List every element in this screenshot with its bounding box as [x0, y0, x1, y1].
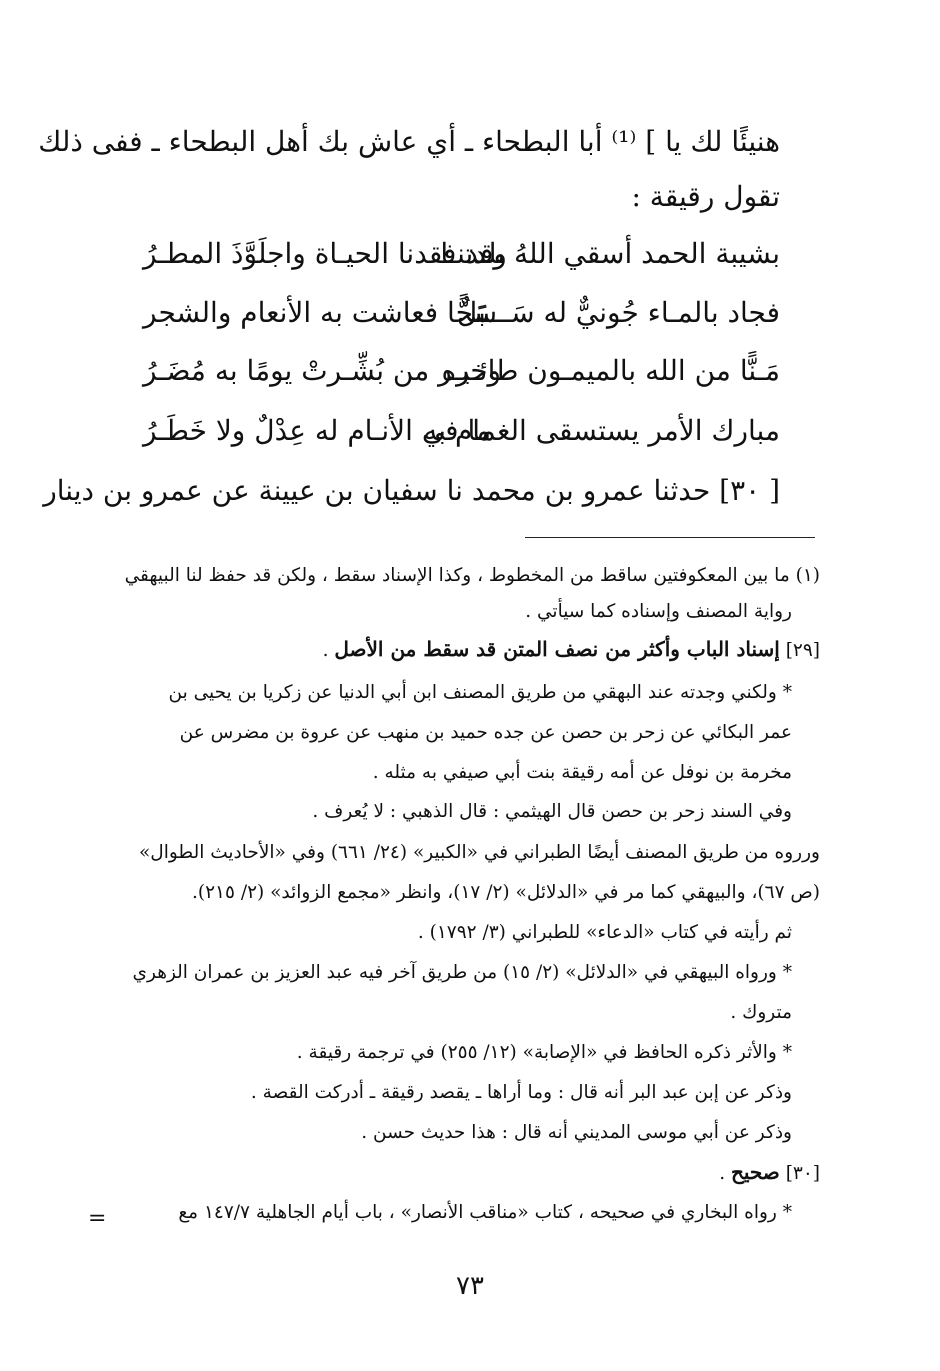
note-29-number: [٢٩] — [785, 640, 820, 661]
verse-4-second-hemistich: ما في الأنـام له عِدْلٌ ولا خَطَـرُ — [143, 414, 491, 447]
note-29-line-7: ثم رأيته في كتاب «الدعاء» للطبراني (٣/ ١٧٩٢) . — [417, 922, 792, 943]
note-29-line-6: (ص ٦٧)، والبيهقي كما مر في «الدلائل» (٢/ ١٧)، وانظر «مجمع الزوائد» (٢/ ٢١٥). — [192, 882, 820, 903]
verse-2-second-hemistich: سَحًّا فعاشت به الأنعام والشجر — [143, 296, 498, 329]
footnote-1-line-2: رواية المصنف وإسناده كما سيأتي . — [525, 601, 792, 622]
note-29-line-11: وذكر عن إبن عبد البر أنه قال : وما أراها ـ يقصد رقيقة ـ أدركت القصة . — [250, 1082, 792, 1103]
note-30-title: صحيح — [730, 1160, 780, 1184]
note-29-line-1: * ولكني وجدته عند البهقي من طريق المصنف ابن أبي الدنيا عن زكريا بن يحيى بن — [168, 682, 792, 703]
main-line-2: تقول رقيقة : — [631, 180, 780, 213]
note-29-period: . — [322, 640, 335, 661]
note-29-line-3: مخرمة بن نوفل عن أمه رقيقة بنت أبي صيفي به مثله . — [372, 762, 792, 783]
note-29-line-2: عمر البكائي عن زحر بن حصن عن جده حميد بن منهب عن عروة بن مضرس عن — [179, 722, 792, 743]
footnote-separator — [525, 537, 815, 538]
note-29-line-4: وفي السند زحر بن حصن قال الهيثمي : قال الذهبي : لا يُعرف . — [312, 801, 792, 822]
page-number: ٧٣ — [456, 1271, 484, 1301]
note-30-line-1: * رواه البخاري في صحيحه ، كتاب «مناقب الأنصار» ، باب أيام الجاهلية ١٤٧/٧ مع — [178, 1202, 792, 1223]
note-29-line-10: * والأثر ذكره الحافظ في «الإصابة» (١٢/ ٢٥٥) في ترجمة رقيقة . — [296, 1042, 792, 1063]
note-30-period: . — [719, 1163, 731, 1184]
verse-3-first-hemistich: مَـنًّا من الله بالميمـون طائـره — [441, 354, 780, 387]
note-29-title: إسناد الباب وأكثر من نصف المتن قد سقط من الأصل — [334, 637, 780, 661]
note-30-heading — [719, 1160, 820, 1184]
verse-2-first-hemistich: فجاد بالمـاء جُونيٌّ له سَـــبَلٌ — [456, 296, 780, 329]
verse-1-first-hemistich: بشيبة الحمد أسقي اللهُ بلدتنـا — [440, 237, 780, 270]
note-29-line-5: ورروه من طريق المصنف أيضًا الطبراني في «الكبير» (٢٤/ ٦٦١) وفي «الأحاديث الطوال» — [138, 842, 820, 863]
continuation-mark: = — [88, 1206, 107, 1231]
main-line-1: هنيئًا لك يا ] ⁽¹⁾ أبا البطحاء ـ أي عاش بك أهل البطحاء ـ ففى ذلك — [38, 125, 780, 158]
verse-3-second-hemistich: وخيـر من بُشِّـرتْ يومًا به مُضَـرُ — [143, 354, 502, 387]
note-29-line-8: * ورواه البيهقي في «الدلائل» (٢/ ١٥) من طريق آخر فيه عبد العزيز بن عمران الزهري — [132, 962, 792, 983]
note-29-heading — [323, 637, 820, 661]
verse-4-first-hemistich: مبارك الأمر يستسقى الغمام به — [423, 414, 780, 447]
verse-1-second-hemistich: وقد فقدنا الحيـاة واجلَوَّذَ المطـرُ — [143, 237, 507, 270]
note-29-line-9: متروك . — [730, 1002, 792, 1023]
note-30-number: [٣٠] — [785, 1163, 820, 1184]
note-29-line-12: وذكر عن أبي موسى المديني أنه قال : هذا حديث حسن . — [361, 1122, 792, 1143]
footnote-1-line-1: (١) ما بين المعكوفتين ساقط من المخطوط ، وكذا الإسناد سقط ، ولكن قد حفظ لنا البيهقي — [124, 565, 820, 586]
hadith-30-chain: [ ٣٠] حدثنا عمرو بن محمد نا سفيان بن عيينة عن عمرو بن دينار — [43, 474, 780, 507]
